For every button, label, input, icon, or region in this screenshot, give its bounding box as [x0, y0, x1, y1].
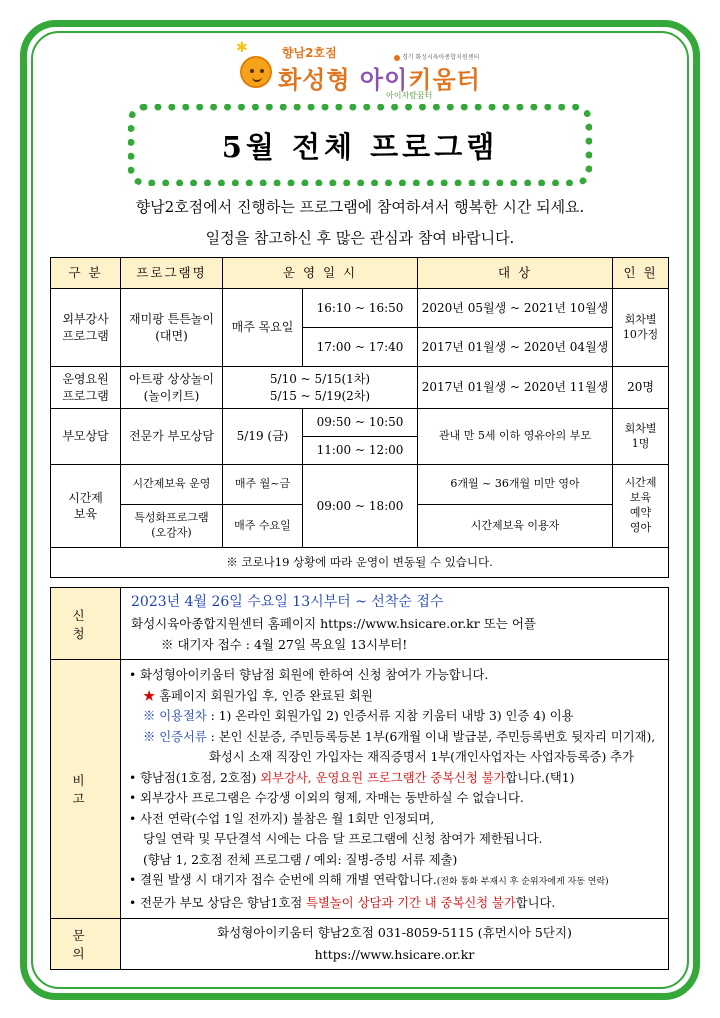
smile-face-icon	[240, 56, 272, 88]
note-label: 비 고	[51, 660, 121, 919]
table-row	[51, 409, 669, 437]
cell-category: 시간제 보육	[51, 465, 121, 548]
table-header-row	[51, 258, 669, 289]
contact-label: 문 의	[51, 919, 121, 970]
cell-people: 시간제 보육 예약 영아	[613, 465, 669, 548]
logo-tagline: 아이자람꿈터	[386, 91, 433, 100]
note-content	[121, 660, 669, 919]
star-icon: ✱	[236, 40, 248, 56]
cell-time: 17:00 ~ 17:40	[303, 328, 418, 367]
cell-time: 09:00 ~ 18:00	[303, 465, 418, 548]
cell-day: 매주 수요일	[223, 505, 303, 548]
intro-line-1: 향남2호점에서 진행하는 프로그램에 참여하셔서 행복한 시간 되세요.	[135, 198, 585, 216]
cell-category: 부모상담	[51, 409, 121, 465]
table-note: ※ 코로나19 상황에 따라 운영이 변동될 수 있습니다.	[51, 548, 669, 578]
logo-org: 경기 화성시육아종합지원센터	[394, 52, 479, 61]
note-item: ★ 홈페이지 회원가입 후, 인증 완료된 회원	[143, 688, 373, 703]
cell-program: 시간제보육 운영	[121, 465, 223, 505]
cell-people: 회차별 1명	[613, 409, 669, 465]
cell-program: 전문가 부모상담	[121, 409, 223, 465]
contact-phone: 화성형아이키움터 향남2호점 031-8059-5115 (휴먼시아 5단지)	[217, 925, 572, 940]
cell-target: 2017년 01월생 ~ 2020년 11월생	[418, 367, 613, 409]
header-people: 인 원	[613, 258, 669, 289]
note-item: (향남 1, 2호점 전체 프로그램 / 예외: 질병-증빙 서류 제출)	[143, 852, 458, 867]
cell-program: 아트팡 상상놀이 (놀이키트)	[121, 367, 223, 409]
cell-target: 6개월 ~ 36개월 미만 영아	[418, 465, 613, 505]
note-item: • 향남점(1호점, 2호점) 외부강사, 운영요원 프로그램간 중복신청 불가합니다.(택1)	[129, 770, 575, 785]
note-item: 당일 연락 및 무단결석 시에는 다음 달 프로그램에 신청 참여가 제한됩니다.	[143, 832, 543, 846]
apply-label: 신 청	[51, 588, 121, 660]
note-item: ※ 이용절차 : 1) 온라인 회원가입 2) 인증서류 지참 키움터 내방 3) 인증 4) 이용	[143, 709, 574, 723]
cell-people: 회차별 10가정	[613, 289, 669, 367]
cell-date: 5/19 (금)	[223, 409, 303, 465]
header-target: 대 상	[418, 258, 613, 289]
info-table	[50, 587, 669, 970]
cell-target: 관내 만 5세 이하 영유아의 부모	[418, 409, 613, 465]
note-item: • 외부강사 프로그램은 수강생 이외의 형제, 자매는 동반하실 수 없습니다.	[129, 791, 524, 805]
apply-row	[51, 588, 669, 660]
cell-category: 외부강사 프로그램	[51, 289, 121, 367]
note-item: • 사전 연락(수업 1일 전까지) 불참은 월 1회만 인정되며,	[129, 811, 435, 826]
cell-program: 재미팡 튼튼놀이 (대면)	[121, 289, 223, 367]
header-category: 구 분	[51, 258, 121, 289]
apply-waitlist: ※ 대기자 접수 : 4월 27일 목요일 13시부터!	[161, 637, 408, 652]
program-table	[50, 257, 669, 578]
logo-branch: 향남2호점	[282, 46, 337, 60]
note-item: • 화성형아이키움터 향남점 회원에 한하여 신청 참여가 가능합니다.	[129, 668, 489, 682]
title-box	[128, 104, 592, 186]
apply-content	[121, 588, 669, 660]
table-row	[51, 465, 669, 505]
contact-row	[51, 919, 669, 970]
note-item: 화성시 소재 직장인 가입자는 재직증명서 1부(개인사업자는 사업자등록증) 추가	[209, 750, 634, 764]
cell-day: 매주 월~금	[223, 465, 303, 505]
cell-time: 11:00 ~ 12:00	[303, 437, 418, 465]
table-row	[51, 289, 669, 328]
logo	[236, 40, 496, 104]
header-program: 프로그램명	[121, 258, 223, 289]
note-item: ※ 인증서류 : 본인 신분증, 주민등록등본 1부(6개월 이내 발급분, 주민등록번호 뒷자리 미기재),	[143, 729, 656, 744]
table-note-row	[51, 548, 669, 578]
contact-content	[121, 919, 669, 970]
cell-program: 특성화프로그램 (오감자)	[121, 505, 223, 548]
cell-day: 매주 목요일	[223, 289, 303, 367]
cell-target: 시간제보육 이용자	[418, 505, 613, 548]
apply-site: 화성시육아종합지원센터 홈페이지 https://www.hsicare.or.kr 또는 어플	[131, 616, 536, 631]
page-title: 5월 전체 프로그램	[221, 129, 499, 164]
logo-title: 화성형 아이키움터	[278, 66, 481, 94]
header-schedule: 운 영 일 시	[223, 258, 418, 289]
apply-date: 2023년 4월 26일 수요일 13시부터 ~ 선착순 접수	[131, 594, 444, 610]
cell-time: 09:50 ~ 10:50	[303, 409, 418, 437]
cell-date: 5/10 ~ 5/15(1차) 5/15 ~ 5/19(2차)	[223, 367, 418, 409]
note-row	[51, 660, 669, 919]
note-item: • 전문가 부모 상담은 향남1호점 특별놀이 상담과 기간 내 중복신청 불가합니다.	[129, 895, 556, 910]
cell-time: 16:10 ~ 16:50	[303, 289, 418, 328]
cell-target: 2020년 05월생 ~ 2021년 10월생	[418, 289, 613, 328]
intro-line-2: 일정을 참고하신 후 많은 관심과 참여 바랍니다.	[205, 229, 515, 247]
table-row	[51, 367, 669, 409]
cell-target: 2017년 01월생 ~ 2020년 04월생	[418, 328, 613, 367]
star-icon: ★	[143, 688, 156, 703]
cell-category: 운영요원 프로그램	[51, 367, 121, 409]
contact-url[interactable]: https://www.hsicare.or.kr	[314, 947, 475, 962]
note-item: • 결원 발생 시 대기자 접수 순번에 의해 개별 연락합니다.(전화 통화 부재시 후 순위자에게 자동 연락)	[129, 873, 609, 887]
cell-people: 20명	[613, 367, 669, 409]
